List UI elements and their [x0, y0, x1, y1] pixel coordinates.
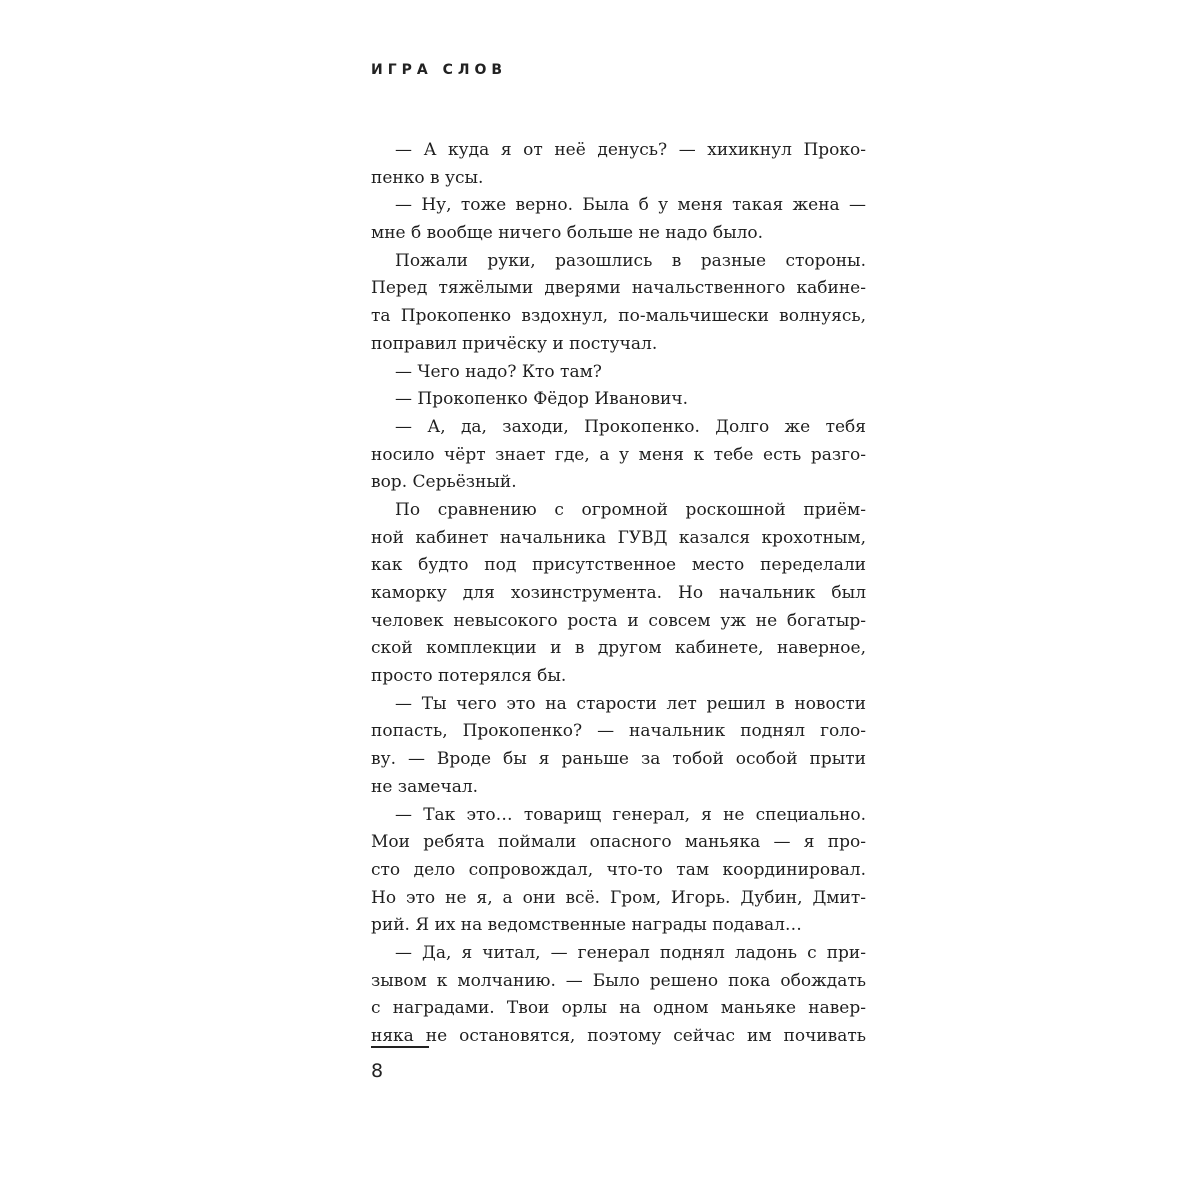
text-line: — Да, я читал, — генерал поднял ладонь с при-	[395, 942, 866, 963]
text-line: зывом к молчанию. — Было решено пока обождать	[371, 970, 866, 991]
text-line: няка не остановятся, поэтому сейчас им почивать	[371, 1026, 866, 1046]
text-line: человек невысокого роста и совсем уж не богатыр-	[371, 610, 866, 631]
text-line: ной кабинет начальника ГУВД казался крохотным,	[371, 527, 866, 548]
body-text	[371, 137, 866, 1051]
text-line: — Так это… товарищ генерал, я не специально.	[395, 804, 866, 825]
text-line: сто дело сопровождал, что-то там координировал.	[371, 859, 866, 880]
text-line: — А куда я от неё денусь? — хихикнул Проко-	[395, 140, 866, 160]
text-line: не замечал.	[371, 776, 479, 797]
text-line: та Прокопенко вздохнул, по-мальчишески волнуясь,	[371, 306, 866, 327]
text-line: вор. Серьёзный.	[371, 472, 517, 493]
text-line: пенко в усы.	[371, 167, 484, 188]
text-line: Мои ребята поймали опасного маньяка — я про-	[371, 832, 866, 853]
text-line: ву. — Вроде бы я раньше за тобой особой прыти	[371, 749, 866, 770]
text-line: Пожали руки, разошлись в разные стороны.	[395, 250, 866, 271]
text-line: ской комплекции и в другом кабинете, наверное,	[371, 638, 866, 659]
footer-rule	[371, 1046, 429, 1048]
text-line: — Ты чего это на старости лет решил в новости	[395, 693, 866, 714]
running-head: ИГРА СЛОВ	[371, 62, 508, 78]
text-line: По сравнению с огромной роскошной приём-	[395, 499, 866, 520]
text-line: — А, да, заходи, Прокопенко. Долго же тебя	[395, 416, 866, 437]
page-number: 8	[371, 1060, 384, 1082]
text-line: Перед тяжёлыми дверями начальственного кабине-	[371, 278, 866, 299]
text-line: носило чёрт знает где, а у меня к тебе есть разго-	[371, 444, 866, 465]
text-line: рий. Я их на ведомственные награды подавал…	[371, 915, 802, 936]
text-line: как будто под присутственное место переделали	[371, 555, 866, 576]
text-line: с наградами. Твои орлы на одном маньяке навер-	[371, 998, 866, 1019]
text-line: Но это не я, а они всё. Гром, Игорь. Дубин, Дмит-	[371, 887, 866, 908]
text-line: мне б вообще ничего больше не надо было.	[371, 223, 764, 244]
text-line: каморку для хозинструмента. Но начальник был	[371, 583, 866, 603]
text-line: — Чего надо? Кто там?	[395, 361, 602, 382]
text-line: поправил причёску и постучал.	[371, 333, 658, 354]
text-line: попасть, Прокопенко? — начальник поднял голо-	[371, 721, 866, 742]
text-line: — Ну, тоже верно. Была б у меня такая жена —	[395, 195, 866, 216]
text-line: — Прокопенко Фёдор Иванович.	[395, 389, 688, 410]
text-line: просто потерялся бы.	[371, 666, 567, 687]
